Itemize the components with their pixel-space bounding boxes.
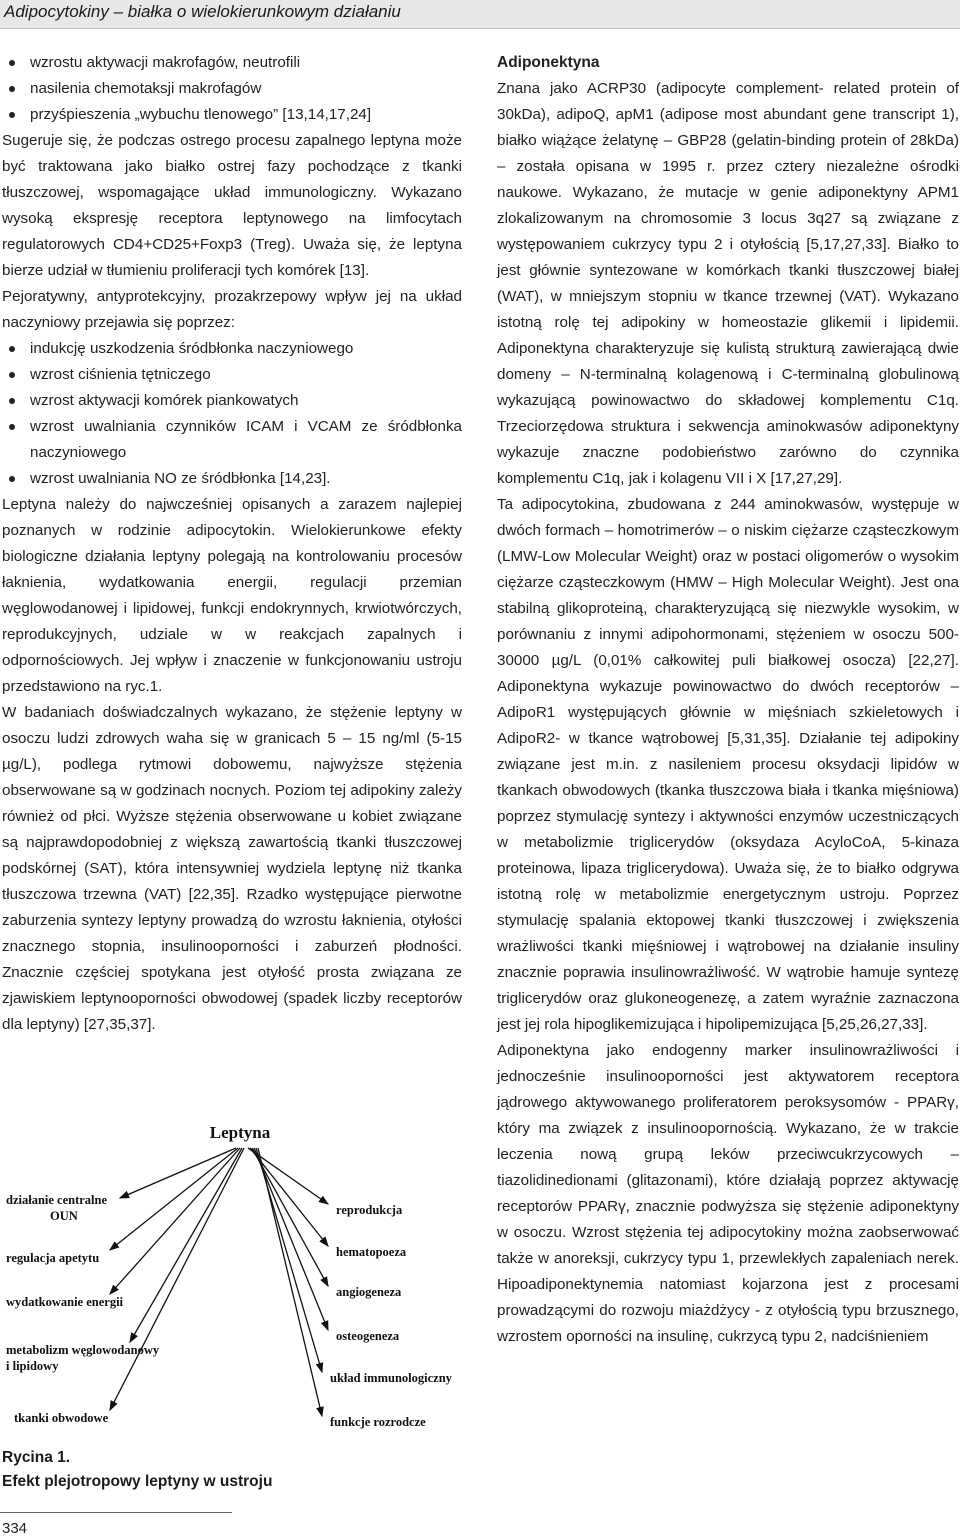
paragraph: Ta adipocytokina, zbudowana z 244 aminokwasów, występuje w dwóch formach – homotrimerów – o niskim ciężarze cząsteczkowym (LMW-Low Molecular Weight) oraz w postaci oligomerów o wysokim ciężarze cząsteczkowym (HMW – High Molecular Weight). Jest ona stabilną glikoproteiną, charakteryzującą się niezwykle wysokim, w porównaniu z innymi adipohormonami, stężeniem w osoczu 500-30000 µg/L (0,01% całkowitej puli białkowej osocza) [22,27]. Adiponektyna wykazuje powinowactwo do dwóch receptorów – AdipoR1 występujących głównie w mięśniach szkieletowych i AdipoR2- w tkance wątrobowej [5,31,35]. Działanie tej adipokiny związane jest m.in. z nasileniem procesu oksydacji lipidów w tkankach obwodowych (tkanka tłuszczowa biała i tkanka mięśniowa) poprzez stymulację syntezy i aktywności enzymów uczestniczących w metabolizmie triglicerydów (oksydaza AcyloCoA, 5-kinaza proteinowa, lipaza triglicerydowa). Uważa się, że to białko odgrywa istotną rolę w metabolizmie energetycznym ustroju. Poprzez stymulację spalania ektopowej tkanki tłuszczowej i zwiększenia wrażliwości tkanki mięśniowej i wątrobowej na działanie insuliny znacznie poprawia insulinowrażliwość. W wątrobie hamuje syntezę triglicerydów oraz glukoneogenezę, a zatem wyraźnie zaznaczona jest jej rola hipoglikemizująca i hipolipemizująca [5,25,26,27,33]. <box>497 496 959 1033</box>
arrow-left-4 <box>130 1148 242 1342</box>
left-column <box>2 50 462 1038</box>
arrow-left-3 <box>110 1148 240 1294</box>
diagram-item-hematopoiesis: hematopoeza <box>336 1245 407 1259</box>
arrow-left-2 <box>110 1148 238 1250</box>
list-item: indukcję uszkodzenia śródbłonka naczyniowego <box>2 336 462 362</box>
diagram-item-reproductive-functions: funkcje rozrodcze <box>330 1415 426 1429</box>
running-header <box>0 0 960 29</box>
diagram-item-immune: układ immunologiczny <box>330 1371 452 1385</box>
paragraph: Leptyna należy do najwcześniej opisanych a zarazem najlepiej poznanych w rodzinie adipocytokin. Wielokierunkowe efekty biologiczne działania leptyny polegają na kontrolowaniu procesów łaknienia, wydatkowania energii, regulacji przemian węglowodanowej i lipidowej, funkcji endokrynnych, krwiotwórczych, reprodukcyjnych, udziale w w reakcjach zapalnych i odpornościowych. Jej wpływ i znaczenie w funkcjonowaniu ustroju przedstawiono na ryc.1. <box>2 496 462 695</box>
arrow-left-5 <box>110 1148 244 1410</box>
diagram-item-central-action: działanie centralne <box>6 1193 108 1207</box>
diagram-item-appetite: regulacja apetytu <box>6 1251 100 1265</box>
running-header-title: Adipocytokiny – białka o wielokierunkowym działaniu <box>4 2 401 21</box>
diagram-item-energy: wydatkowanie energii <box>6 1295 124 1309</box>
list-item: wzrost ciśnienia tętniczego <box>2 362 462 388</box>
diagram-item-peripheral: tkanki obwodowe <box>14 1411 109 1425</box>
page-number: 334 <box>2 1520 28 1537</box>
footer-rule <box>0 1512 232 1513</box>
arrow-right-6 <box>258 1148 322 1416</box>
section-heading: Adiponektyna <box>497 54 600 71</box>
paragraph: Sugeruje się, że podczas ostrego procesu zapalnego leptyna może być traktowana jako białko ostrej fazy pochodzące z tkanki tłuszczowej, wspomagające układ immunologiczny. Wykazano wysoką ekspresję receptora leptynowego na limfocytach regulatorowych CD4+CD25+Foxp3 (Treg). Uważa się, że leptyna bierze udział w tłumieniu proliferacji tych komórek [13]. <box>2 132 462 279</box>
figure-caption-text: Efekt plejotropowy leptyny w ustroju <box>2 1473 273 1490</box>
bullet-list-top <box>2 50 462 128</box>
leptin-effects-diagram <box>0 1110 470 1450</box>
diagram-title: Leptyna <box>209 1123 271 1142</box>
list-item: wzrost aktywacji komórek piankowatych <box>2 388 462 414</box>
list-item: wzrostu aktywacji makrofagów, neutrofili <box>2 50 462 76</box>
diagram-item-lipid: i lipidowy <box>6 1359 59 1373</box>
list-item: wzrost uwalniania czynników ICAM i VCAM ze śródbłonka naczyniowego <box>2 414 462 466</box>
list-item: przyśpieszenia „wybuchu tlenowego” [13,14,17,24] <box>2 102 462 128</box>
paragraph: Znana jako ACRP30 (adipocyte complement- related protein of 30kDa), adipoQ, apM1 (adipose most abundant gene transcript 1), białko wiążące żelatynę – GBP28 (gelatin-binding protein of 28kDa) – została opisana w 1995 r. przez cztery niezależne ośrodki naukowe. Wykazano, że mutacje w genie adiponektyny APM1 zlokalizowanym na chromosomie 3 locus 3q27 są związane z występowaniem cukrzycy typu 2 i otyłością [5,17,27,33]. Białko to jest głównie syntezowane w komórkach tkanki tłuszczowej białej (WAT), w mniejszym stopniu w tkance trzewnej (VAT). Wykazano istotną rolę tej adipokiny w homeostazie glikemii i lipidemii. Adiponektyna charakteryzuje się kulistą strukturą zawierającą dwie domeny – N-terminalną kolagenową i C-terminalną globulinową wykazującą powinowactwo do składowej komplementu C1q. Trzeciorzędowa struktura i sekwencja aminokwasów adiponektyny wykazuje znaczne podobieństwo zarówno do czynnika komplementu C1q, jak i kolagenu VII i X [17,27,29]. <box>497 80 959 487</box>
diagram-item-reproduction: reprodukcja <box>336 1203 403 1217</box>
paragraph: Pejoratywny, antyprotekcyjny, prozakrzepowy wpływ jej na układ naczyniowy przejawia się poprzez: <box>2 288 462 331</box>
paragraph: W badaniach doświadczalnych wykazano, że stężenie leptyny w osoczu ludzi zdrowych waha się w granicach 5 – 15 ng/ml (5-15 µg/L), podlega rytmowi dobowemu, najwyższe stężenia obserwowane są w godzinach nocnych. Poziom tej adipokiny zależy również od płci. Wyższe stężenia obserwowane u kobiet związane są najprawdopodobniej z większą zawartością tkanki tłuszczowej podskórnej (SAT), która intensywniej wydziela leptynę niż tkanka tłuszczowa trzewna (VAT) [22,35]. Rzadko występujące pierwotne zaburzenia syntezy leptyny prowadzą do wzrostu łaknienia, otyłości znacznego stopnia, insulinooporności i zaburzeń płodności. Znacznie częściej spotykana jest otyłość prosta związana ze zjawiskiem leptynooporności obwodowej (spadek liczby receptorów dla leptyny) [27,35,37]. <box>2 704 462 1033</box>
diagram-item-osteogenesis: osteogeneza <box>336 1329 400 1343</box>
figure-caption <box>2 1446 462 1494</box>
list-item: wzrost uwalniania NO ze śródbłonka [14,23]. <box>2 466 462 492</box>
list-item: nasilenia chemotaksji makrofagów <box>2 76 462 102</box>
figure-caption-label: Rycina 1. <box>2 1449 71 1466</box>
diagram-item-metabolism: metabolizm węglowodanowy <box>6 1343 160 1357</box>
bullet-list-vascular <box>2 336 462 492</box>
diagram-item-angiogenesis: angiogeneza <box>336 1285 402 1299</box>
right-column <box>497 50 959 1350</box>
diagram-item-cns: OUN <box>50 1209 78 1223</box>
paragraph: Adiponektyna jako endogenny marker insulinowrażliwości i jednocześnie insulinooporności jest aktywatorem receptora jądrowego aktywowanego proliferatorem peroksysomów - PPARγ, który ma związek z insulinoopornością. Wykazano, że w trakcie leczenia nową grupą leków przeciwcukrzycowych – tiazolidinedionami (glitazonami), które działają poprzez aktywację receptorów PPARγ, znacznie podwyższa się stężenie adiponektyny w osoczu. Wzrost stężenia tej adipocytokiny można zaobserwować także w anoreksji, cukrzycy typu 1, przewlekłych zapaleniach nerek. Hipoadiponektynemia natomiast kojarzona jest z procesami prowadzącymi do rozwoju miażdżycy - z otyłością typu brzusznego, wzrostem oporności na insulinę, cukrzycą typu 2, nadciśnieniem <box>497 1042 959 1345</box>
